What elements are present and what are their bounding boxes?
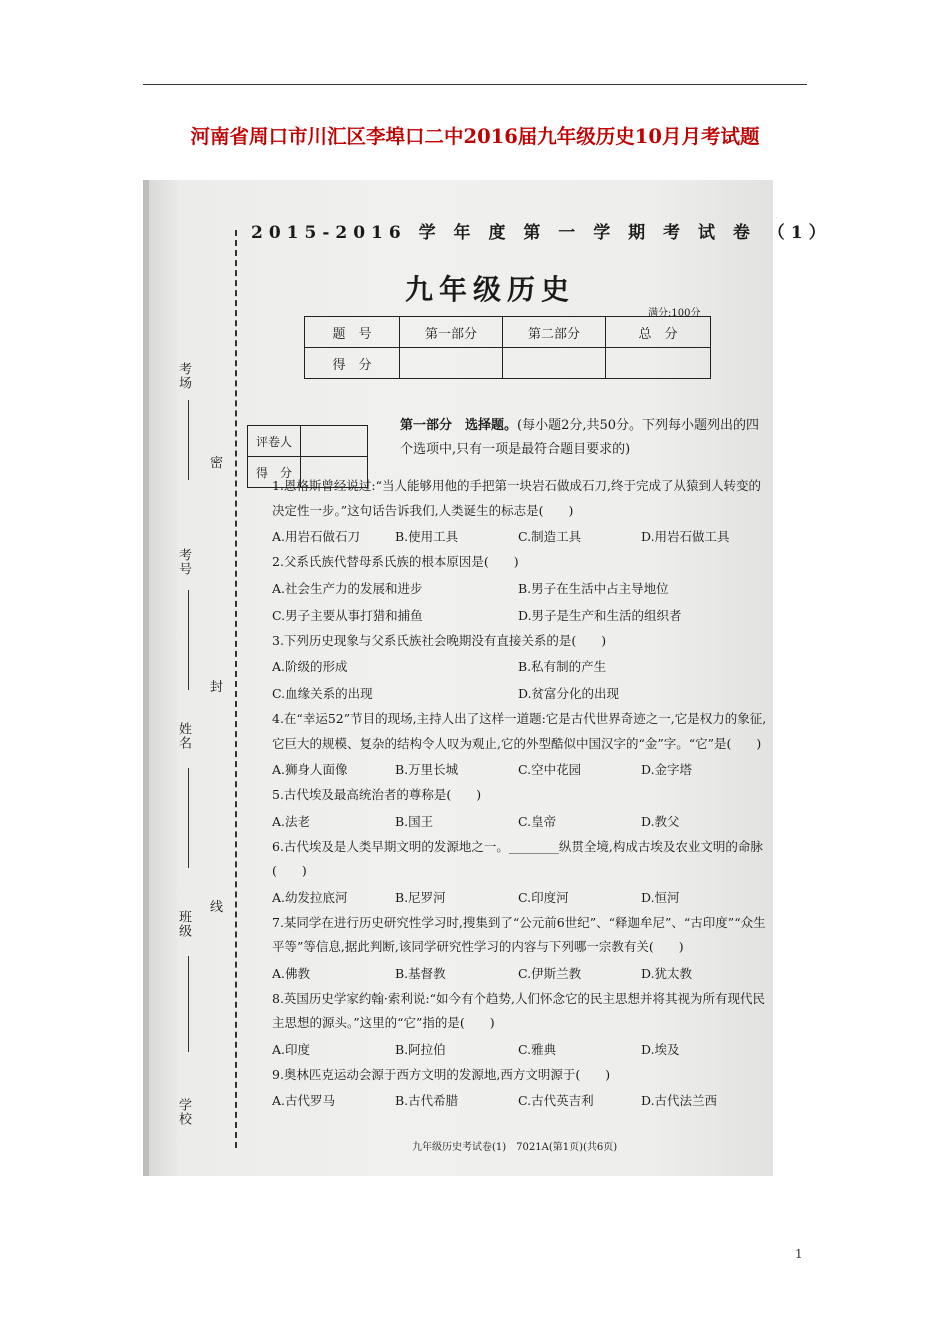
seal-char: 密 — [210, 456, 224, 471]
answer-option: D.埃及 — [641, 1041, 680, 1057]
score-cell: 第二部分 — [503, 317, 606, 348]
binding-dashed-line — [235, 230, 237, 1148]
answer-option: C.空中花园 — [518, 762, 582, 777]
question-list — [272, 474, 767, 1114]
answer-option: A.佛教 — [272, 965, 311, 981]
answer-option: C.印度河 — [518, 889, 569, 905]
answer-option: D.男子是生产和生活的组织者 — [518, 607, 682, 623]
question-stem: 7.某同学在进行历史研究性学习时,搜集到了“公元前6世纪”、“释迦牟尼”、“古印度”“众生平等”等信息,据此判断,该同学研究性学习的内容与下列哪一宗教有关( ) — [272, 914, 766, 954]
question-stem: 8.英国历史学家约翰·索利说:“如今有个趋势,人们怀念它的民主思想并将其视为所有现代民主思想的源头。”这里的“它”指的是( ) — [272, 990, 765, 1030]
question-stem: 4.在“幸运52”节目的现场,主持人出了这样一道题:它是古代世界奇迹之一,它是权力的象征,它巨大的规模、复杂的结构令人叹为观止,它的外型酷似中国汉字的“金”字。“它”是( ) — [272, 711, 767, 751]
answer-option: D.恒河 — [641, 889, 680, 905]
score-cell — [400, 348, 503, 379]
document-title: 河南省周口市川汇区李埠口二中2016届九年级历史10月月考试题 — [190, 125, 760, 148]
binding-line — [188, 768, 189, 868]
score-cell: 题 号 — [305, 317, 400, 348]
answer-option: C.古代英吉利 — [518, 1093, 594, 1108]
answer-option: D.金字塔 — [641, 762, 693, 777]
score-cell — [606, 348, 711, 379]
answer-option: B.使用工具 — [395, 529, 459, 544]
answer-option: B.万里长城 — [395, 762, 459, 777]
score-table — [304, 316, 711, 379]
answer-option: D.贫富分化的出现 — [518, 686, 620, 701]
binding-label-name: 姓名 — [176, 722, 191, 750]
binding-label-exam-number: 考号 — [176, 548, 191, 576]
question-stem: 9.奥林匹克运动会源于西方文明的发源地,西方文明源于( ) — [272, 1066, 611, 1082]
answer-option: B.国王 — [395, 813, 434, 829]
option-row — [272, 756, 767, 783]
answer-option: B.古代希腊 — [395, 1093, 459, 1108]
binding-label-class: 班级 — [176, 910, 191, 938]
answer-option: C.血缘关系的出现 — [272, 686, 373, 701]
page-number: 1 — [795, 1247, 803, 1261]
answer-option: A.社会生产力的发展和进步 — [272, 580, 423, 596]
option-row — [272, 575, 767, 602]
binding-label-exam-room: 考场 — [176, 362, 191, 390]
exam-subject: 九年级历史 — [404, 273, 575, 306]
answer-option: B.阿拉伯 — [395, 1041, 446, 1057]
option-row — [272, 602, 767, 629]
answer-option: D.犹太教 — [641, 965, 693, 981]
binding-label-school: 学校 — [176, 1098, 191, 1126]
answer-option: C.制造工具 — [518, 529, 582, 544]
grader-cell — [301, 426, 368, 457]
option-row — [272, 884, 767, 911]
option-row — [272, 680, 767, 707]
answer-option: B.尼罗河 — [395, 889, 446, 905]
question-stem: 3.下列历史现象与父系氏族社会晚期没有直接关系的是( ) — [272, 632, 607, 648]
exam-footer: 九年级历史考试卷(1) 7021A(第1页)(共6页) — [412, 1142, 618, 1153]
score-cell — [503, 348, 606, 379]
answer-option: A.印度 — [272, 1041, 311, 1057]
option-row — [272, 653, 767, 680]
answer-option: C.雅典 — [518, 1041, 557, 1057]
exam-header: 2015-2016 学 年 度 第 一 学 期 考 试 卷 （1） — [251, 223, 832, 243]
answer-option: A.法老 — [272, 813, 311, 829]
answer-option: D.用岩石做工具 — [641, 529, 730, 544]
answer-option: A.阶级的形成 — [272, 659, 348, 674]
answer-option: B.基督教 — [395, 965, 446, 981]
option-row — [272, 523, 767, 550]
answer-option: D.教父 — [641, 813, 680, 829]
seal-char: 线 — [210, 900, 224, 915]
answer-option: A.古代罗马 — [272, 1093, 336, 1108]
scan-edge — [143, 180, 149, 1176]
seal-char: 封 — [210, 680, 224, 695]
option-row — [272, 808, 767, 835]
section-title: 第一部分 选择题。 — [400, 418, 518, 433]
answer-option: A.用岩石做石刀 — [272, 529, 361, 544]
binding-line — [188, 400, 189, 480]
question-stem: 6.古代埃及是人类早期文明的发源地之一。________纵贯全境,构成古埃及农业文明的命脉( ) — [272, 838, 763, 878]
score-cell: 总 分 — [606, 317, 711, 348]
answer-option: B.私有制的产生 — [518, 659, 607, 674]
grader-cell: 得 分 — [248, 457, 301, 488]
answer-option: A.幼发拉底河 — [272, 889, 348, 905]
full-score: 满分:100分 — [648, 308, 701, 319]
score-cell: 得 分 — [305, 348, 400, 379]
binding-line — [188, 590, 189, 690]
answer-option: D.古代法兰西 — [641, 1093, 718, 1108]
option-row — [272, 1087, 767, 1114]
answer-option: A.狮身人面像 — [272, 762, 348, 777]
section-heading — [400, 414, 765, 462]
section-description: (每小题2分,共50分。下列每小题列出的四个选项中,只有一项是最符合题目要求的) — [400, 418, 760, 457]
answer-option: C.男子主要从事打猎和捕鱼 — [272, 607, 423, 623]
answer-option: C.伊斯兰教 — [518, 965, 582, 981]
score-cell: 第一部分 — [400, 317, 503, 348]
answer-option: B.男子在生活中占主导地位 — [518, 580, 669, 596]
option-row — [272, 960, 767, 987]
binding-line — [188, 956, 189, 1052]
answer-option: C.皇帝 — [518, 813, 557, 829]
question-stem: 1.恩格斯曾经说过:“当人能够用他的手把第一块岩石做成石刀,终于完成了从猿到人转变的决定性一步。”这句话告诉我们,人类诞生的标志是( ) — [272, 478, 762, 518]
top-rule — [143, 84, 807, 85]
grader-cell: 评卷人 — [248, 426, 301, 457]
option-row — [272, 1036, 767, 1063]
question-stem: 2.父系氏族代替母系氏族的根本原因是( ) — [272, 554, 519, 569]
question-stem: 5.古代埃及最高统治者的尊称是( ) — [272, 787, 482, 802]
